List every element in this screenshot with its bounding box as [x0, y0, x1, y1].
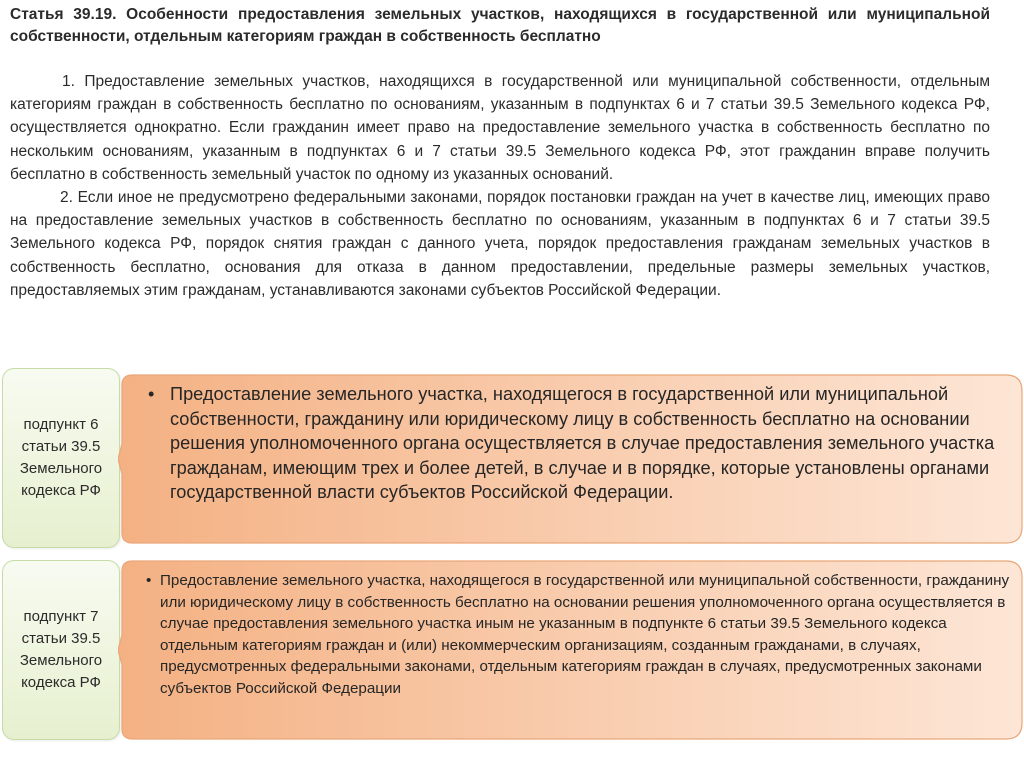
- article-title: Статья 39.19. Особенности предоставления земельных участков, находящихся в государственной или муниципальной собственности, отдельным категориям граждан в собственность бесплатно: [10, 6, 990, 45]
- subpoint-7-arrow-panel: [118, 560, 1024, 740]
- bullet-icon: •: [146, 572, 152, 589]
- subpoint-6-label-box: [2, 368, 120, 548]
- article-body: [10, 70, 990, 302]
- subpoint-6-arrow-panel: [118, 374, 1024, 544]
- subpoint-6-text: Предоставление земельного участка, находящегося в государственной или муниципальной собственности, гражданину или юридическому лицу в собственность бесплатно на основании решения уполномоченного органа осуществляется в случае предоставления земельного участка гражданам, имеющим трех и более детей, в случае и в порядке, которые установлены органами государственной власти субъектов Российской Федерации.: [170, 384, 995, 502]
- article-paragraph-2: 2. Если иное не предусмотрено федеральными законами, порядок постановки граждан на учет в качестве лиц, имеющих право на предоставление земельных участков в собственность бесплатно по основаниям, указанным в подпунктах 6 и 7 статьи 39.5 Земельного кодекса РФ, порядок снятия граждан с данного учета, порядок предоставления гражданам земельных участков в собственность бесплатно, основания для отказа в данном предоставлении, предельные размеры земельных участков, предоставляемых этим гражданам, устанавливаются законами субъектов Российской Федерации.: [10, 189, 990, 299]
- subpoint-6-row: [0, 366, 1024, 550]
- subpoint-7-label: подпункт 7 статьи 39.5 Земельного кодекса РФ: [19, 608, 103, 691]
- article-paragraph-1: 1. Предоставление земельных участков, находящихся в государственной или муниципальной собственности, отдельным категориям граждан в собственность бесплатно по основаниям, указанным в подпунктах 6 и 7 статьи 39.5 Земельного кодекса РФ, осуществляется однократно. Если гражданин имеет право на предоставление земельного участка в собственность бесплатно по нескольким основаниям, указанным в подпунктах 6 и 7 статьи 39.5 Земельного кодекса РФ, этот гражданин вправе получить бесплатно в собственность земельный участок по одному из указанных оснований.: [10, 73, 990, 183]
- subpoint-6-description: [148, 382, 1024, 505]
- subpoint-6-label: подпункт 6 статьи 39.5 Земельного кодекса РФ: [19, 416, 103, 499]
- subpoint-7-label-box: [2, 560, 120, 740]
- bullet-icon: •: [148, 384, 155, 404]
- subpoint-7-text: Предоставление земельного участка, находящегося в государственной или муниципальной собственности, гражданину или юридическому лицу в собственность бесплатно на основании решения уполномоченного органа осуществляется в случае предоставления земельного участка иным не указанным в подпункте 6 статьи 39.5 Земельного кодекса отдельным категориям граждан и (или) некоммерческим организациям, созданным гражданами, в случаях, предусмотренных федеральными законами, отдельным категориям граждан в случаях, предусмотренных законами субъектов Российской Федерации: [160, 572, 1010, 697]
- subpoint-7-description: [146, 570, 1020, 700]
- subpoint-7-row: [0, 558, 1024, 742]
